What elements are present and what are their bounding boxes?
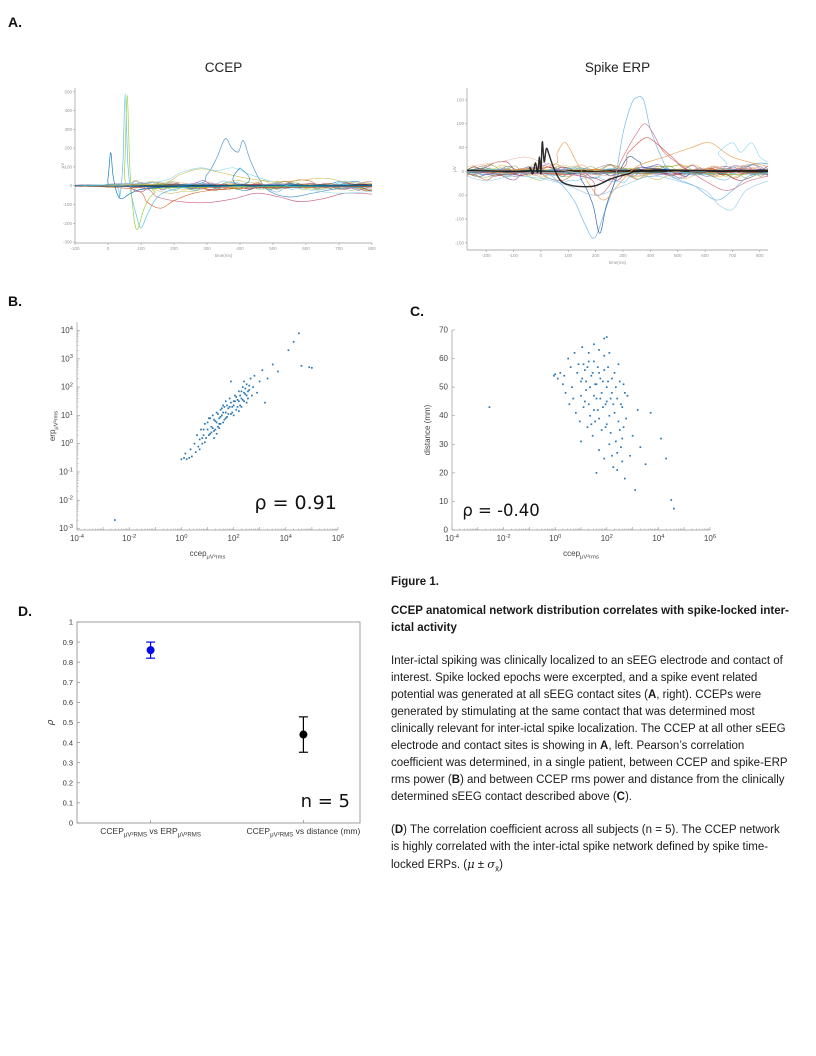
svg-text:10-2: $10^{-2}$	[58, 495, 73, 505]
svg-text:50: 50	[439, 382, 448, 392]
ccep-line-chart	[60, 58, 382, 264]
svg-text:104: $10^4$	[279, 533, 292, 543]
svg-text:100: $10^0$	[549, 533, 562, 543]
svg-text:30: 30	[439, 439, 448, 449]
category-label-2: $CCEP_{\mu V^2RMS}$ vs distance (mm)	[246, 826, 361, 839]
svg-text:0: 0	[69, 183, 72, 189]
svg-text:600: 600	[701, 253, 709, 258]
svg-text:400: 400	[646, 253, 655, 258]
category-label-1: $CCEP_{\mu V^2RMS}$ vs $ERP_{\mu V^2RMS}$	[100, 826, 201, 839]
svg-text:500: 500	[673, 253, 682, 258]
svg-text:10-4: $10^{-4}$	[69, 533, 85, 543]
svg-text:100: $10^0$	[175, 533, 188, 543]
svg-text:100: 100	[64, 164, 72, 170]
caption-title: CCEP anatomical network distribution correlates with spike-locked inter-ictal activity	[391, 605, 789, 635]
svg-text:70: 70	[439, 325, 448, 335]
ccep-vs-erp-scatter-chart	[40, 300, 380, 572]
svg-text:60: 60	[439, 354, 448, 364]
svg-text:102: $10^2$	[60, 382, 73, 392]
svg-text:-100: -100	[70, 246, 80, 251]
svg-text:200: 200	[64, 145, 72, 151]
svg-text:102: $10^2$	[600, 533, 613, 543]
svg-text:400: 400	[236, 246, 244, 251]
chart-title: CCEP	[204, 60, 243, 75]
svg-text:104: $10^4$	[60, 325, 73, 335]
svg-text:0: 0	[539, 253, 543, 258]
figure-caption	[391, 576, 791, 891]
svg-text:200: 200	[591, 253, 600, 258]
svg-text:0.6: 0.6	[62, 698, 73, 708]
svg-text:101: $10^1$	[60, 410, 73, 420]
svg-text:0.4: 0.4	[62, 738, 73, 748]
svg-text:104: $10^4$	[652, 533, 665, 543]
svg-text:10: 10	[439, 496, 448, 506]
svg-text:-300: -300	[62, 239, 72, 245]
y-axis-label: ρ	[46, 719, 56, 726]
svg-text:100: $10^0$	[60, 439, 73, 449]
svg-text:0: 0	[68, 818, 73, 828]
svg-text:700: 700	[728, 253, 737, 258]
spike-erp-line-chart	[450, 58, 784, 264]
caption-paragraph-2: (D) The correlation coefficient across all subjects (n = 5). The CCEP network is highly correlated with the inter-ictal spike network defined by spike time-locked ERPs. $(\mu \pm \sigma_{x̄})$	[391, 823, 780, 873]
chart-title: Spike ERP	[584, 60, 651, 75]
svg-text:200: 200	[170, 246, 178, 251]
panel-a-label: A.	[8, 14, 22, 30]
svg-text:0.5: 0.5	[62, 718, 73, 728]
y-axis-label: μV	[452, 166, 457, 172]
correlation-errorbar-chart	[30, 598, 386, 866]
svg-text:50: 50	[458, 145, 464, 151]
panel-c-label: C.	[410, 303, 424, 319]
svg-text:-200: -200	[62, 220, 72, 226]
svg-text:0: 0	[106, 246, 110, 251]
svg-text:-200: -200	[481, 253, 491, 258]
svg-text:0.3: 0.3	[62, 758, 73, 768]
svg-text:0.7: 0.7	[62, 678, 73, 687]
svg-text:300: 300	[619, 253, 627, 258]
svg-text:-100: -100	[509, 253, 519, 258]
svg-text:150: 150	[456, 97, 464, 103]
svg-text:0: 0	[443, 525, 448, 535]
svg-text:0.8: 0.8	[62, 657, 73, 667]
ccep-vs-distance-scatter-chart	[418, 305, 758, 571]
y-axis-label: erp$_{\mu V^2rms}$	[48, 410, 60, 442]
svg-text:10-2: $10^{-2}$	[122, 533, 137, 543]
svg-text:100: 100	[456, 121, 464, 127]
panel-b-label: B.	[8, 293, 22, 309]
svg-text:106: $10^6$	[331, 533, 345, 543]
y-axis-label: μV	[60, 162, 65, 169]
svg-text:-50: -50	[457, 192, 464, 198]
panel-d-label: D.	[18, 603, 32, 619]
svg-text:800: 800	[368, 246, 376, 251]
svg-text:100: 100	[137, 246, 145, 251]
svg-text:400: 400	[64, 108, 72, 114]
svg-text:102: $10^2$	[227, 533, 240, 543]
svg-text:106: $10^6$	[703, 533, 717, 543]
x-axis-label: ccep$_{\mu V^2rms}$	[189, 549, 226, 561]
svg-text:700: 700	[335, 246, 343, 251]
svg-text:40: 40	[439, 411, 448, 421]
caption-label: Figure 1.	[391, 576, 439, 588]
svg-text:20: 20	[439, 468, 448, 478]
svg-text:103: $10^3$	[60, 354, 73, 364]
svg-text:10-3: $10^{-3}$	[58, 524, 73, 534]
svg-text:800: 800	[756, 253, 764, 258]
svg-text:0.9: 0.9	[62, 637, 73, 647]
svg-text:100: 100	[564, 253, 573, 258]
x-axis-label: time(ms)	[608, 260, 627, 265]
svg-text:600: 600	[302, 246, 310, 251]
x-axis-label: time(ms)	[214, 253, 233, 258]
n-annotation: n = 5	[300, 790, 350, 812]
svg-text:-150: -150	[454, 240, 464, 246]
svg-text:300: 300	[203, 246, 211, 251]
caption-paragraph-1: Inter-ictal spiking was clinically localized to an sEEG electrode and contact of interest. Spike locked epochs were excerpted, and a spike event related potential was generated at all sEEG contact sites (A, right). CCEPs were generated by stimulating at the same contact that was determined most clinically relevant for inter-ictal spike localization. The CCEP at all other sEEG electrode and contact sites is showing in A, left. Pearson’s correlation coefficient was determined, in a single patient, between CCEP and spike-ERP rms power (B) and between CCEP rms power and distance from the clinically determined sEEG contact described above (C).	[391, 654, 788, 803]
svg-text:1: 1	[68, 617, 73, 627]
svg-text:0: 0	[461, 168, 464, 174]
svg-text:0.2: 0.2	[62, 778, 73, 788]
correlation-annotation: ρ = 0.91	[254, 492, 337, 515]
svg-text:0.1: 0.1	[62, 798, 73, 808]
correlation-annotation: ρ = -0.40	[462, 501, 540, 520]
svg-text:300: 300	[64, 126, 72, 132]
svg-text:-100: -100	[454, 216, 464, 222]
svg-text:500: 500	[64, 89, 72, 95]
svg-text:10-2: $10^{-2}$	[496, 533, 511, 543]
svg-text:10-4: $10^{-4}$	[444, 533, 460, 543]
x-axis-label: ccep$_{\mu V^2rms}$	[563, 549, 599, 561]
svg-text:-100: -100	[62, 201, 72, 207]
svg-text:500: 500	[269, 246, 277, 251]
y-axis-label: distance (mm)	[423, 404, 432, 456]
svg-text:10-1: $10^{-1}$	[58, 467, 73, 477]
